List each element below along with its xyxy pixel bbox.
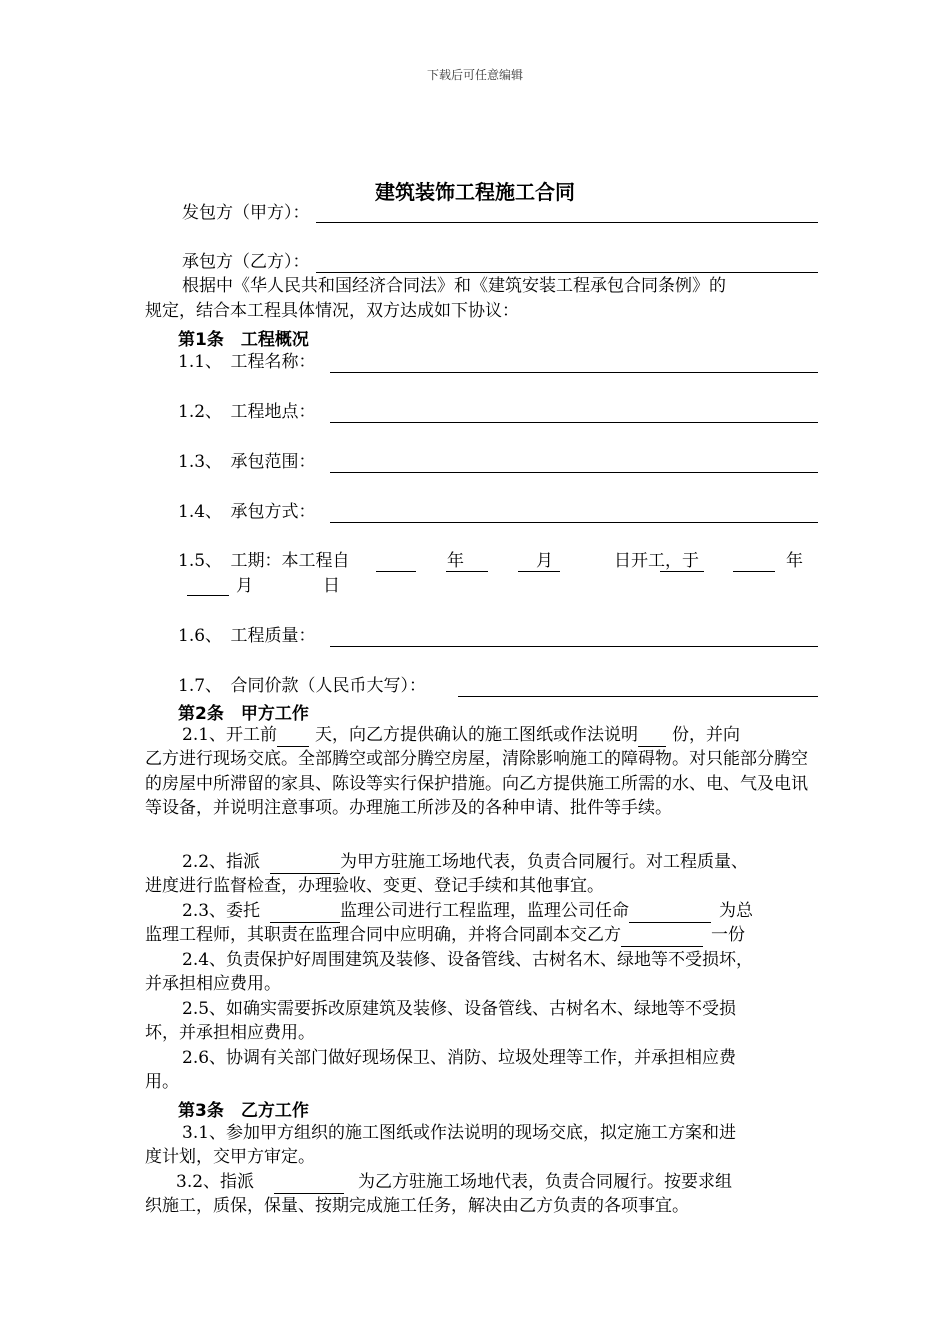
page-header: 下载后可任意编辑 [426,68,523,82]
clause-3-2-b: 为乙方驻施工场地代表，负责合同履行。按要求组 [358,1172,733,1192]
clause-2-2-b: 为甲方驻施工场地代表，负责合同履行。对工程质量、 [340,852,749,872]
contract-method-field[interactable] [330,522,818,523]
intro-line-2: 规定，结合本工程具体情况，双方达成如下协议： [145,301,519,321]
clause-2-2-a: 2.2、指派 [182,852,261,872]
clause-2-3-b: 监理公司进行工程监理，监理公司任命 [340,901,630,921]
clause-2-3-c: 为总 [719,901,754,921]
clause-3-2-a: 3.2、指派 [176,1172,255,1192]
end-year-unit: 年 [786,551,803,571]
end-month-unit: 月 [236,576,253,596]
clause-2-5-rest: 坏，并承担相应费用。 [145,1023,315,1043]
start-year-field[interactable] [376,571,416,572]
clause-2-2-line [182,850,748,874]
item-1-3-label: 1.3、 承包范围： [178,452,316,472]
start-year-unit: 年 [447,551,464,571]
contract-scope-field[interactable] [330,472,818,473]
item-1-1-label: 1.1、 工程名称： [178,352,316,372]
party-b-label: 承包方（乙方）： [182,252,310,272]
clause-2-3-e: 一份 [711,925,745,945]
clause-3-2-rest: 织施工，质保，保量、按期完成施工任务，解决由乙方负责的各项事宜。 [145,1196,689,1216]
article-2-heading: 第2条 甲方工作 [178,704,309,724]
end-day-unit: 日 [323,576,340,596]
clause-2-3-line1 [182,899,753,923]
document-title: 建筑装饰工程施工合同 [375,180,575,204]
start-month-field[interactable] [446,571,488,572]
item-1-2-label: 1.2、 工程地点： [178,402,316,422]
item-1-6-label: 1.6、 工程质量： [178,626,316,646]
copies-field[interactable] [638,728,666,747]
project-name-field[interactable] [330,372,818,373]
clause-2-5: 2.5、如确实需要拆改原建筑及装修、设备管线、古树名木、绿地等不受损 [182,999,737,1019]
start-day-unit: 日开工，于 [614,551,699,571]
end-year-line[interactable] [660,571,704,572]
clause-2-1-a: 2.1、开工前 [182,725,278,745]
clause-2-6-rest: 用。 [145,1072,179,1092]
clause-2-1-rest: 乙方进行现场交底。全部腾空或部分腾空房屋，清除影响施工的障碍物。对只能部分腾空的房屋中所滞留的家具、陈设等实行保护措施。向乙方提供施工所需的水、电、气及电讯等设备，并说明注意事项。办理施工所涉及的各种申请、批件等手续。 [145,749,808,818]
contract-copy-field[interactable] [621,928,703,947]
party-b-rep-field[interactable] [274,1175,344,1194]
clause-2-2-rest: 进度进行监督检查，办理验收、变更、登记手续和其他事宜。 [145,876,604,896]
days-before-field[interactable] [277,728,309,747]
clause-2-1-line [182,723,740,747]
party-a-label: 发包方（甲方）： [182,203,310,223]
clause-2-6: 2.6、协调有关部门做好现场保卫、消防、垃圾处理等工作，并承担相应费 [182,1048,737,1068]
chief-supervisor-field[interactable] [629,904,711,923]
clause-2-3-d: 监理工程师，其职责在监理合同中应明确，并将合同副本交乙方 [145,925,621,945]
start-day-field[interactable] [518,571,560,572]
article-1-heading: 第1条 工程概况 [178,330,309,350]
party-b-field[interactable] [316,272,818,273]
clause-2-1-c: 份，并向 [672,725,741,745]
clause-2-4-rest: 并承担相应费用。 [145,974,281,994]
party-a-rep-field[interactable] [270,855,340,874]
clause-2-3-line2 [145,923,745,947]
project-location-field[interactable] [330,422,818,423]
supervision-company-field[interactable] [270,904,340,923]
item-1-4-label: 1.4、 承包方式： [178,502,316,522]
contract-price-field[interactable] [458,696,818,697]
end-year-field[interactable] [733,571,775,572]
start-month-unit: 月 [536,551,553,571]
clause-2-4: 2.4、负责保护好周围建筑及装修、设备管线、古树名木、绿地等不受损坏， [182,950,754,970]
item-1-5-label: 1.5、 工期：本工程自 [178,551,350,571]
clause-2-3-a: 2.3、委托 [182,901,261,921]
quality-field[interactable] [330,646,818,647]
clause-3-1: 3.1、参加甲方组织的施工图纸或作法说明的现场交底，拟定施工方案和进 [182,1123,737,1143]
clause-3-2-line [176,1170,732,1194]
clause-2-1-b: 天，向乙方提供确认的施工图纸或作法说明 [315,725,639,745]
item-1-7-label: 1.7、 合同价款（人民币大写）： [178,676,427,696]
party-a-field[interactable] [316,222,818,223]
intro-line-1: 根据中《华人民共和国经济合同法》和《建筑安装工程承包合同条例》的 [182,276,726,296]
clause-3-1-rest: 度计划，交甲方审定。 [145,1147,315,1167]
end-month-field[interactable] [187,595,229,596]
article-3-heading: 第3条 乙方工作 [178,1101,309,1121]
